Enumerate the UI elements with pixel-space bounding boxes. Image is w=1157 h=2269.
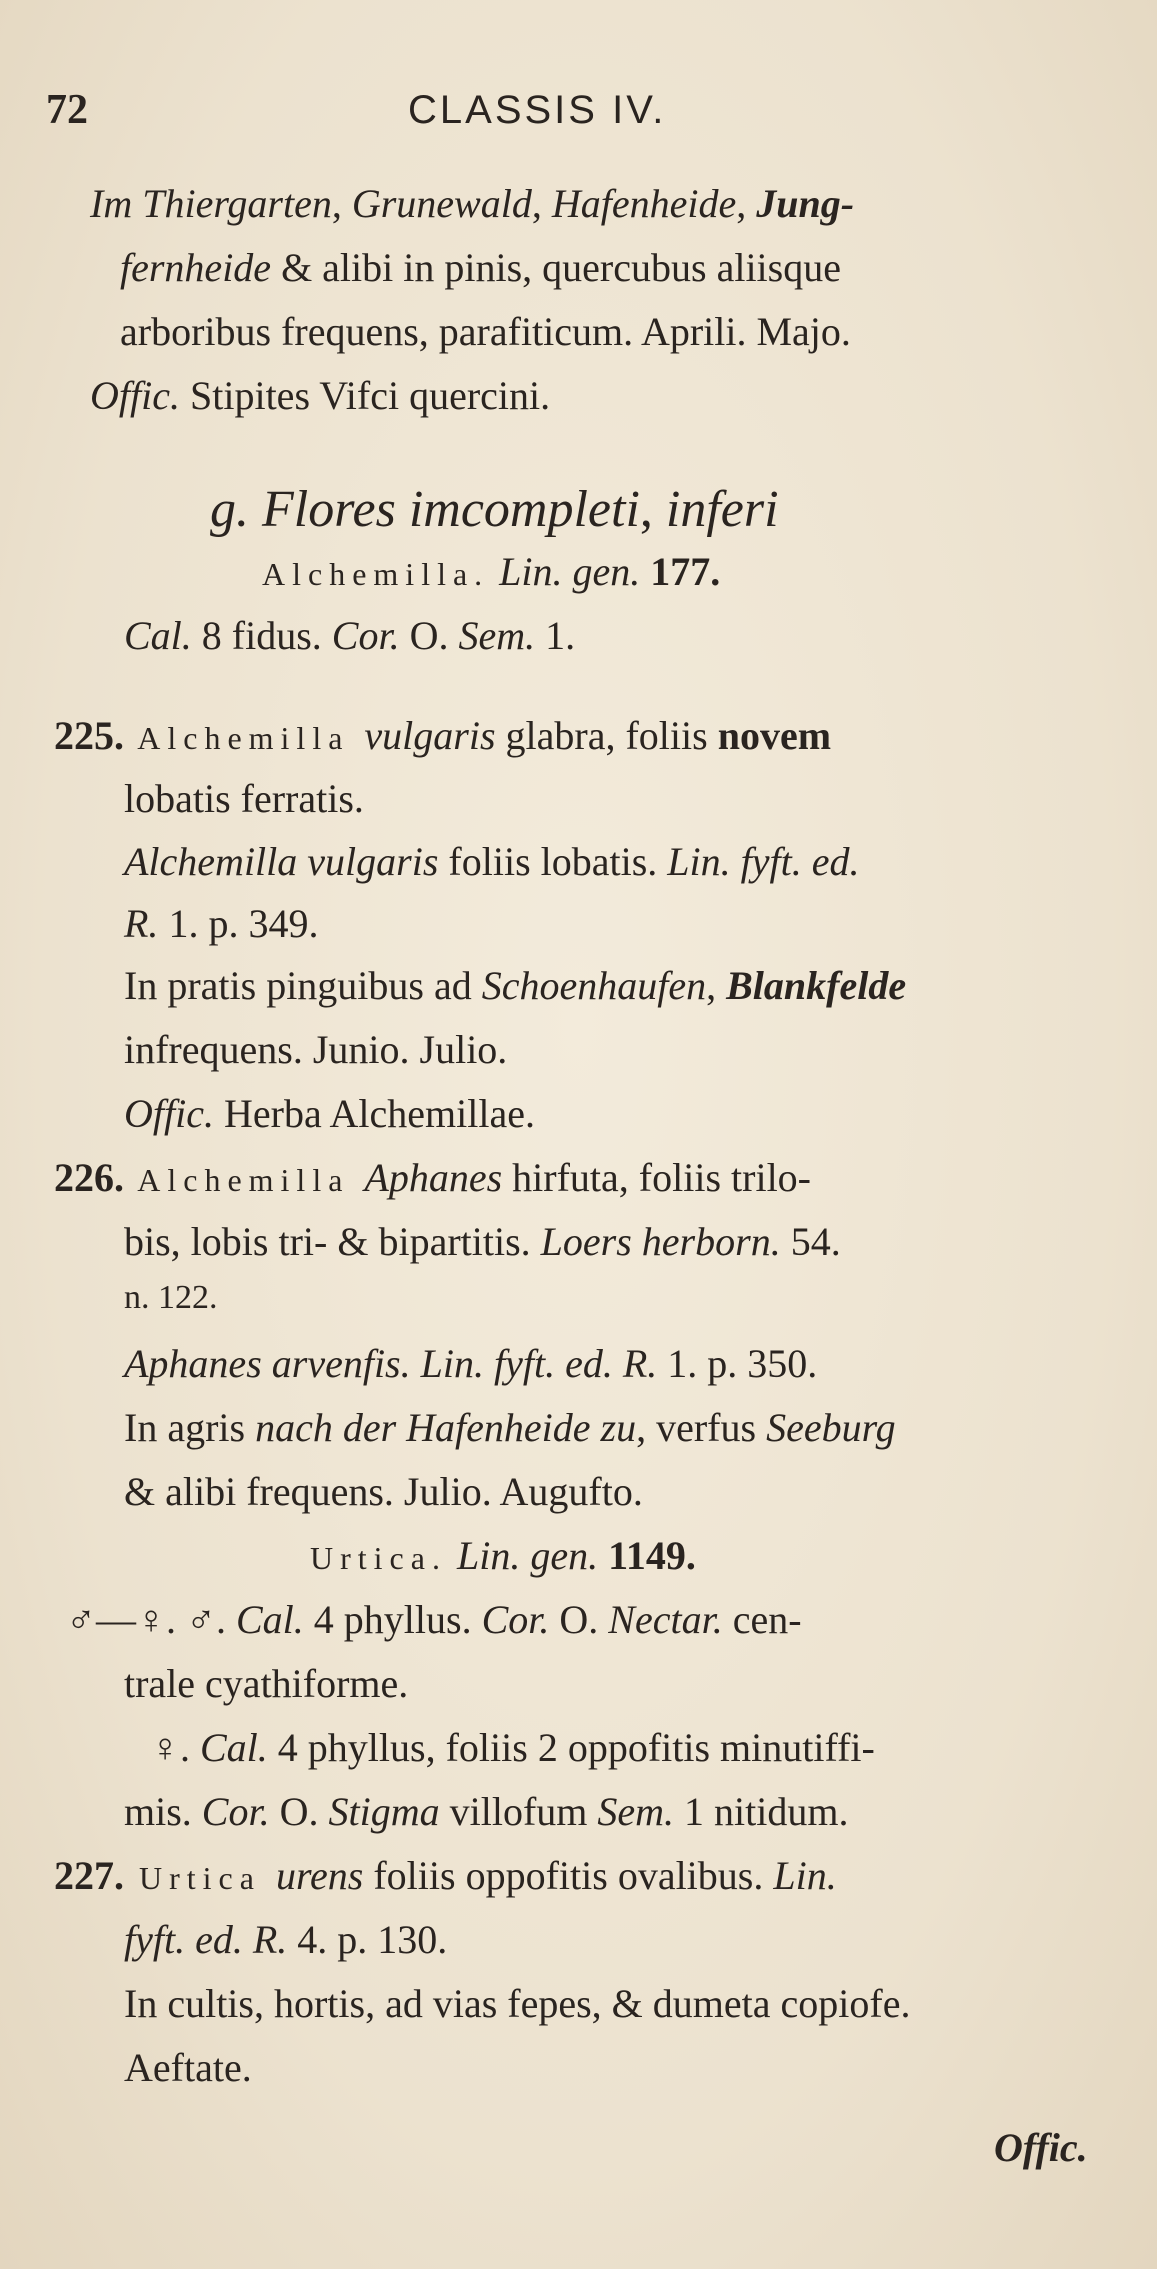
genus-heading: Alchemilla. Lin. gen. 177. <box>262 549 721 594</box>
text-line: Im Thiergarten, Grunewald, Hafenheide, Jung- <box>90 181 855 226</box>
text-line: fernheide & alibi in pinis, quercubus aliisque <box>120 245 841 290</box>
running-title: CLASSIS IV. <box>408 88 667 132</box>
text-line: arboribus frequens, parafiticum. Aprili. Majo. <box>120 309 851 354</box>
text-line: In agris nach der Hafenheide zu, verfus Seeburg <box>124 1405 896 1450</box>
text-line: R. 1. p. 349. <box>124 901 319 946</box>
text-line: In pratis pinguibus ad Schoenhaufen, Blankfelde <box>124 963 907 1008</box>
section-heading: g. Flores imcompleti, inferi <box>210 481 779 538</box>
genus-heading: Urtica. Lin. gen. 1149. <box>310 1533 696 1578</box>
text-line: n. 122. <box>124 1279 218 1316</box>
text-line: Aeftate. <box>124 2045 252 2090</box>
text-line: In cultis, hortis, ad vias fepes, & dumeta copiofe. <box>124 1981 911 2026</box>
entry-226: 226. Alchemilla Aphanes hirfuta, foliis trilo- <box>54 1155 811 1200</box>
text-line: ♀. Cal. 4 phyllus, foliis 2 oppofitis minutiffi- <box>150 1725 875 1770</box>
text-line: bis, lobis tri- & bipartitis. Loers herborn. 54. <box>124 1219 841 1264</box>
text-line: ♂—♀. ♂. Cal. 4 phyllus. Cor. O. Nectar. cen- <box>66 1597 802 1642</box>
text-line: Offic. Herba Alchemillae. <box>124 1091 535 1136</box>
text-line: Offic. Stipites Vifci quercini. <box>90 373 551 418</box>
text-line: Alchemilla vulgaris foliis lobatis. Lin. fyft. ed. <box>124 839 860 884</box>
catchword: Offic. <box>994 2125 1088 2170</box>
text-line: lobatis ferratis. <box>124 776 364 821</box>
text-line: infrequens. Junio. Julio. <box>124 1027 508 1072</box>
page-number: 72 <box>46 87 88 133</box>
text-line: mis. Cor. O. Stigma villofum Sem. 1 nitidum. <box>124 1789 849 1834</box>
text-line: & alibi frequens. Julio. Augufto. <box>124 1469 643 1514</box>
entry-225: 225. Alchemilla vulgaris glabra, foliis novem <box>54 713 832 758</box>
entry-227: 227. Urtica urens foliis oppofitis ovalibus. Lin. <box>54 1853 837 1898</box>
text-line: fyft. ed. R. 4. p. 130. <box>124 1917 448 1962</box>
text-line: Aphanes arvenfis. Lin. fyft. ed. R. 1. p. 350. <box>124 1341 818 1386</box>
text-line: trale cyathiforme. <box>124 1661 409 1706</box>
text-line: Cal. 8 fidus. Cor. O. Sem. 1. <box>124 613 576 658</box>
